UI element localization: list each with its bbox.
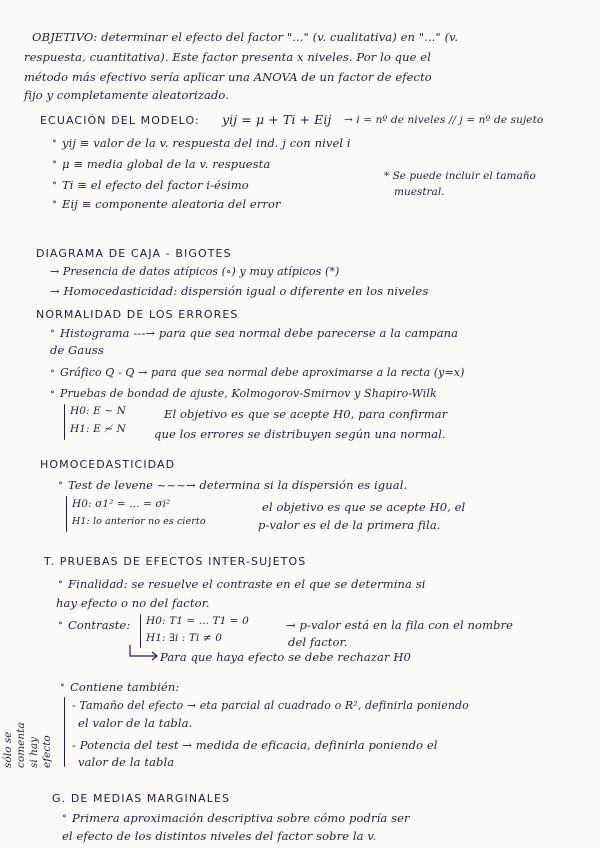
normalidad-qq: Gráfico Q - Q → para que sea normal debe aproximarse a la recta (y=x)	[60, 366, 465, 379]
bullet-dot: ∘	[50, 326, 55, 337]
ecuacion-bullet-t: Ti ≡ el efecto del factor i-ésimo	[62, 178, 249, 192]
side-note-line: si hay	[28, 736, 40, 768]
medias-line-2: el efecto de los distintos niveles del factor sobre la v.	[62, 829, 377, 843]
normalidad-objetivo-2: que los errores se distribuyen según una normal.	[154, 427, 446, 441]
pruebas-resultado: Para que haya efecto se debe rechazar H0	[160, 650, 411, 664]
pruebas-title: T. PRUEBAS DE EFECTOS INTER-SUJETOS	[44, 555, 307, 568]
hook-arrow-icon	[126, 644, 162, 662]
homocedasticidad-title: HOMOCEDASTICIDAD	[40, 458, 176, 471]
bullet-dot: ∘	[58, 577, 63, 588]
pruebas-contraste-h1: H1: ∃i : Ti ≠ 0	[146, 632, 222, 644]
brace	[66, 496, 67, 532]
pruebas-potencia-1: - Potencia del test → medida de eficacia, definirla poniendo el	[72, 738, 438, 752]
bullet-dot: ∘	[62, 811, 67, 822]
normalidad-h0: H0: E ~ N	[70, 405, 126, 417]
brace	[140, 614, 141, 648]
pruebas-finalidad-1: Finalidad: se resuelve el contraste en el que se determina si	[68, 577, 426, 591]
ecuacion-formula: yij = μ + Ti + Eij	[222, 112, 332, 127]
normalidad-histograma-cont: de Gauss	[50, 343, 104, 357]
objetivo-line-4: fijo y completamente aleatorizado.	[24, 88, 229, 102]
objetivo-line-3: método más efectivo sería aplicar una ANOVA de un factor de efecto	[24, 70, 432, 84]
pruebas-tamano-2: el valor de la tabla.	[78, 716, 193, 730]
normalidad-title: NORMALIDAD DE LOS ERRORES	[36, 308, 239, 321]
pruebas-pvalor-1: → p-valor está en la fila con el nombre	[286, 618, 514, 632]
side-note-line: efecto	[41, 735, 53, 768]
normalidad-h1: H1: E ≁ N	[70, 423, 126, 435]
bullet-dot: ∘	[50, 366, 55, 377]
ecuacion-side-note-2: muestral.	[394, 186, 445, 198]
brace	[64, 697, 65, 767]
objetivo-line-1: OBJETIVO: determinar el efecto del factor "..." (v. cualitativa) en "..." (v.	[32, 30, 459, 44]
homocedasticidad-h1: H1: lo anterior no es cierto	[72, 516, 206, 527]
pruebas-finalidad-2: hay efecto o no del factor.	[56, 596, 210, 610]
normalidad-histograma: Histograma ---→ para que sea normal debe parecerse a la campana	[60, 326, 459, 340]
pruebas-potencia-2: valor de la tabla	[78, 755, 175, 769]
ecuacion-side-note-1: * Se puede incluir el tamaño	[384, 170, 536, 182]
ecuacion-index-note: → i = nº de niveles // j = nº de sujeto	[344, 114, 544, 126]
bullet-dot: ∘	[52, 197, 57, 208]
bullet-dot: ∘	[58, 618, 63, 629]
bullet-dot: ∘	[52, 157, 57, 168]
side-note-line: comenta	[15, 722, 27, 768]
medias-title: G. DE MEDIAS MARGINALES	[52, 792, 231, 805]
ecuacion-bullet-e: Eij ≡ componente aleatoria del error	[62, 197, 281, 211]
ecuacion-bullet-mu: μ ≡ media global de la v. respuesta	[62, 157, 271, 171]
normalidad-objetivo-1: El objetivo es que se acepte H0, para confirmar	[164, 407, 448, 421]
medias-line-1: Primera aproximación descriptiva sobre cómo podría ser	[72, 811, 410, 825]
bullet-dot: ∘	[58, 478, 63, 489]
pruebas-contiene: Contiene también:	[70, 680, 180, 694]
homocedasticidad-levene: Test de levene ~~~→ determina si la dispersión es igual.	[68, 478, 408, 492]
side-note-line: sólo se	[2, 731, 14, 768]
homocedasticidad-objetivo-1: el objetivo es que se acepte H0, el	[262, 500, 466, 514]
bullet-dot: ∘	[52, 178, 57, 189]
pruebas-pvalor-2: del factor.	[288, 635, 348, 649]
side-note-vertical	[2, 700, 60, 770]
normalidad-pruebas: Pruebas de bondad de ajuste, Kolmogorov-Smirnov y Shapiro-Wilk	[60, 387, 437, 400]
brace	[64, 404, 65, 440]
pruebas-contraste-h0: H0: T1 = ... T1 = 0	[146, 615, 249, 627]
diagrama-bullet-2: → Homocedasticidad: dispersión igual o diferente en los niveles	[50, 284, 429, 298]
homocedasticidad-objetivo-2: p-valor es el de la primera fila.	[258, 518, 441, 532]
diagrama-bullet-1: → Presencia de datos atípicos (∘) y muy atípicos (*)	[50, 265, 340, 278]
pruebas-tamano-1: - Tamaño del efecto → eta parcial al cuadrado o R², definirla poniendo	[72, 699, 469, 712]
bullet-dot: ∘	[60, 680, 65, 691]
pruebas-contraste-label: Contraste:	[68, 618, 131, 632]
homocedasticidad-h0: H0: σ1² = ... = σi²	[72, 498, 171, 510]
diagrama-title: DIAGRAMA DE CAJA - BIGOTES	[36, 247, 232, 260]
ecuacion-bullet-y: yij ≡ valor de la v. respuesta del ind. j con nivel i	[62, 136, 351, 150]
ecuacion-title: ECUACIÓN DEL MODELO:	[40, 114, 200, 127]
bullet-dot: ∘	[50, 387, 55, 398]
bullet-dot: ∘	[52, 136, 57, 147]
objetivo-line-2: respuesta, cuantitativa). Este factor presenta x niveles. Por lo que el	[24, 50, 431, 64]
